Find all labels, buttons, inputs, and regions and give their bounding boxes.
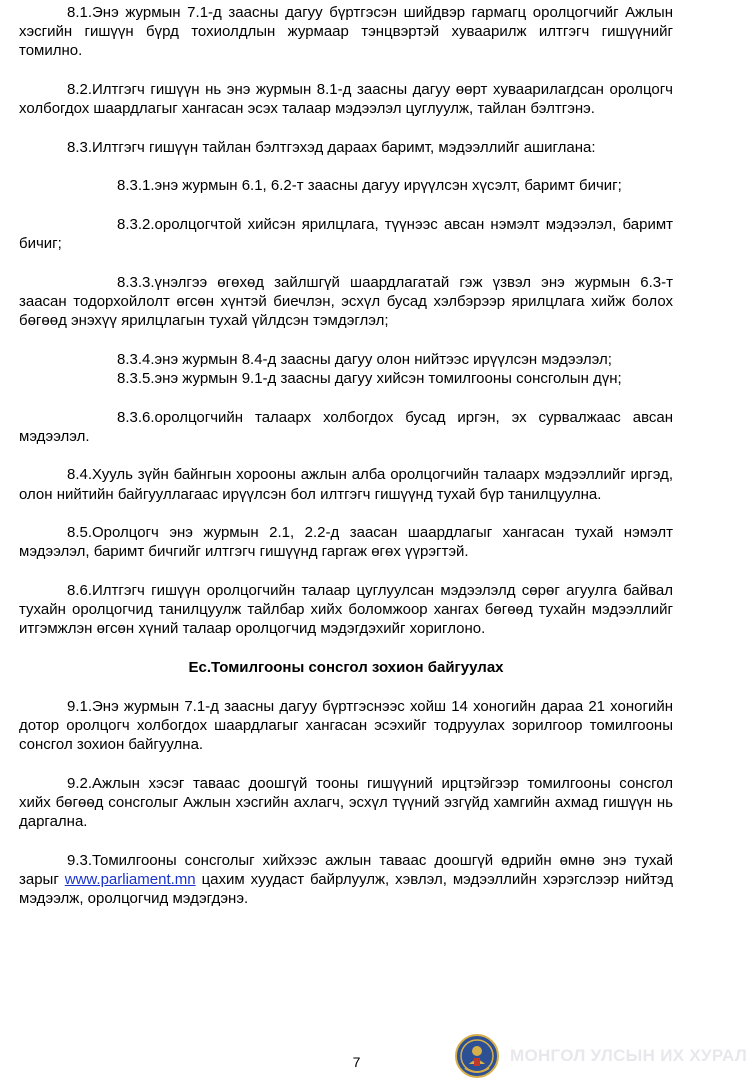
paragraph-8-3-4: 8.3.4.энэ журмын 8.4-д заасны дагуу олон нийтээс ирүүлсэн мэдээлэл; xyxy=(117,350,612,368)
paragraph-8-3-1: 8.3.1.энэ журмын 6.1, 6.2-т заасны дагуу ирүүлсэн хүсэлт, баримт бичиг; xyxy=(117,177,622,195)
paragraph-8-4: 8.4.Хууль зүйн байнгын хорооны ажлын алба оролцогчийн талаарх мэдээллийг иргэд, олон нийтийн байгууллагаас ирүүлсэн бол илтгэгч гишүүнд тухай бүр танилцуулна. xyxy=(19,466,673,503)
page-number: 7 xyxy=(352,1054,361,1070)
paragraph-8-5: 8.5.Оролцогч энэ журмын 2.1, 2.2-д заасан шаардлагыг хангасан тухай нэмэлт мэдээлэл, баримт бичгийг илтгэгч гишүүнд гаргаж өгөх үүрэгтэй. xyxy=(19,524,673,561)
paragraph-9-3-text-start: 9.3.Томилгооны сонсголыг хийхээс ажлын таваас доошгүй өдрийн өмнө энэ тухай зарыг xyxy=(19,851,673,888)
document-body xyxy=(19,3,673,908)
parliament-watermark: МОНГОЛ УЛСЫН ИХ ХУРАЛ xyxy=(510,1046,747,1065)
paragraph-8-3-5: 8.3.5.энэ журмын 9.1-д заасны дагуу хийсэн томилгооны сонсголын дүн; xyxy=(117,369,622,387)
paragraph-9-2: 9.2.Ажлын хэсэг таваас доошгүй тооны гишүүний ирцтэйгээр томилгооны сонсгол хийх бөгөөд сонсголыг Ажлын хэсгийн ахлагч, эсхүл түүний эзгүйд хамгийн ахмад гишүүн нь даргална. xyxy=(19,774,673,830)
paragraph-8-6: 8.6.Илтгэгч гишүүн оролцогчийн талаар цуглуулсан мэдээлэлд сөрөг агуулга байвал тухайн оролцогчид танилцуулж тайлбар хийх боломжоор хангах бөгөөд тухайн мэдээллийг итгэмжлэн өгсөн хүний талаар оролцогчид мэдэгдэхийг хориглоно. xyxy=(19,581,673,638)
paragraph-9-3 xyxy=(19,851,673,909)
paragraph-8-3-6: 8.3.6.оролцогчийн талаарх холбогдох бусад иргэн, эх сурвалжаас авсан мэдээлэл. xyxy=(19,408,673,445)
paragraph-8-3-2: 8.3.2.оролцогчтой хийсэн ярилцлага, түүнээс авсан нэмэлт мэдээлэл, баримт бичиг; xyxy=(19,215,673,253)
paragraph-8-1: 8.1.Энэ журмын 7.1-д заасны дагуу бүртгэсэн шийдвэр гармагц оролцогчийг Ажлын хэсгийн гишүүн бүрд тохиолдлын журмаар тэнцвэртэй хуваарилж илтгэгч гишүүнийг томилно. xyxy=(19,4,673,60)
paragraph-8-2: 8.2.Илтгэгч гишүүн нь энэ журмын 8.1-д заасны дагуу өөрт хуваарилагдсан оролцогч холбогдох шаардлагыг хангасан эсэх талаар мэдээлэл цуглуулж, тайлан бэлтгэнэ. xyxy=(19,81,673,118)
paragraph-9-3-text-end: цахим хуудаст байрлуулж, хэвлэл, мэдээллийн хэрэгслээр нийтэд мэдээлж, оролцогчид мэдэгдэнэ. xyxy=(19,870,673,907)
paragraph-8-3-3: 8.3.3.үнэлгээ өгөхөд зайлшгүй шаардлагатай гэж үзвэл энэ журмын 6.3-т заасан тодорхойлолт өгсөн хүнтэй биечлэн, эсхүл бусад хэлбэрээр ярилцлага хийж болох бөгөөд энэхүү ярилцлагын тухай үйлдсэн тэмдэглэл; xyxy=(19,273,673,330)
section-heading: Ес.Томилгооны сонсгол зохион байгуулах xyxy=(188,658,504,676)
paragraph-8-3: 8.3.Илтгэгч гишүүн тайлан бэлтгэхэд дараах баримт, мэдээллийг ашиглана: xyxy=(67,138,596,156)
state-emblem-icon xyxy=(455,1034,499,1078)
paragraph-9-1: 9.1.Энэ журмын 7.1-д заасны дагуу бүртгэснээс хойш 14 хоногийн дараа 21 хоногийн дотор оролцогч холбогдох шаардлагыг хангасан эсэхийг тодруулах зорилгоор томилгооны сонсгол зохион байгуулна. xyxy=(19,697,673,753)
parliament-website-link[interactable]: www.parliament.mn xyxy=(64,870,196,888)
